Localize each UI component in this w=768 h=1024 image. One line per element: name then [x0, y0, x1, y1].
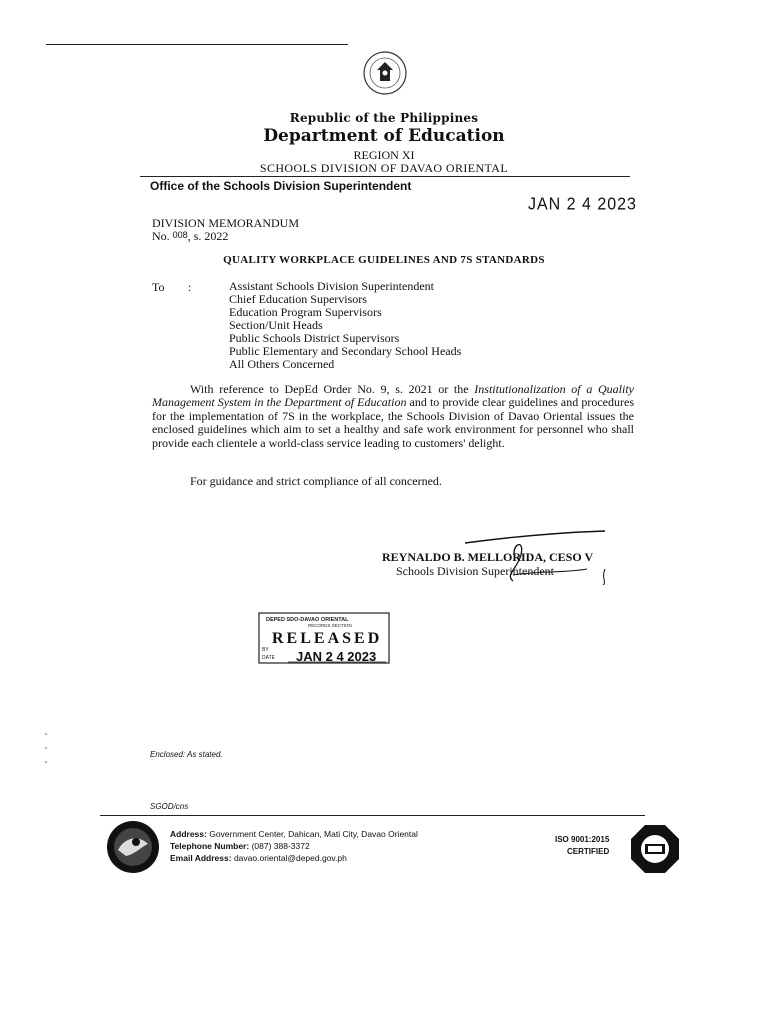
release-stamp-status: RELEASED [272, 630, 383, 647]
release-stamp-date-label: DATE [262, 655, 275, 661]
list-item: Chief Education Supervisors [229, 292, 367, 306]
footer-email [170, 852, 418, 864]
list-item: Section/Unit Heads [229, 318, 323, 332]
header-rule [140, 176, 630, 177]
iso-standard: ISO 9001:2015 [555, 835, 610, 844]
release-stamp-office: DEPED SDO-DAVAO ORIENTAL [266, 617, 349, 623]
email-label: Email Address: [170, 853, 232, 863]
deped-seal-icon [362, 50, 408, 96]
memo-type: DIVISION MEMORANDUM [152, 216, 299, 230]
to-colon: : [188, 280, 192, 294]
enclosure-note: Enclosed: As stated. [150, 750, 223, 759]
top-rule [46, 44, 348, 45]
recipient-list [229, 280, 461, 371]
address-value: Government Center, Dahican, Mati City, Davao Oriental [209, 829, 418, 839]
division-heading: SCHOOLS DIVISION OF DAVAO ORIENTAL [259, 161, 509, 175]
reference-initials: SGOD/cns [150, 802, 189, 811]
iso-certified: CERTIFIED [567, 847, 610, 856]
memo-series: , s. 2022 [187, 229, 229, 243]
release-stamp-section: RECORDS SECTION [308, 623, 352, 628]
republic-heading: Republic of the Philippines [289, 111, 479, 125]
release-stamp [258, 612, 390, 664]
phone-value: (087) 388-3372 [251, 841, 310, 851]
body-paragraph [152, 383, 634, 450]
body-text-end: and to provide clear guidelines and procedures for the implementation of 7S in the workplace, the Schools Division of Davao Oriental issues the enclosed guidelines which aim to set a healthy and safe work environment for personnel who shall provide each clientele a world-class service leading to customers' delight. [152, 395, 634, 450]
memo-number-prefix: No. [152, 229, 170, 243]
memo-number-value: 008 [172, 230, 188, 240]
address-label: Address: [170, 829, 207, 839]
list-item: Education Program Supervisors [229, 305, 382, 319]
phone-label: Telephone Number: [170, 841, 250, 851]
footer-address [170, 828, 418, 840]
date-stamp: JAN 2 4 2023 [528, 195, 637, 214]
list-item: All Others Concerned [229, 357, 335, 371]
signatory-name: REYNALDO B. MELLORIDA, CESO V [382, 550, 594, 564]
tuv-certification-icon [630, 824, 680, 874]
closing-line: For guidance and strict compliance of all concerned. [190, 474, 442, 488]
body-text-start: With reference to DepEd Order No. 9, s. 2021 or the [190, 382, 475, 396]
department-heading: Department of Education [263, 126, 505, 146]
list-item: Public Schools District Supervisors [229, 331, 400, 345]
email-value: davao.oriental@deped.gov.ph [233, 853, 347, 863]
scan-marks [44, 730, 48, 770]
release-stamp-by-label: BY [262, 647, 269, 653]
footer-phone [170, 840, 418, 852]
list-item: Assistant Schools Division Superintendent [229, 279, 434, 293]
to-label: To [152, 280, 165, 294]
region-heading: REGION XI [353, 148, 415, 162]
body-text-italic: Institutionalization of a Quality Management System in the Department of Education [152, 382, 635, 410]
release-stamp-date: JAN 2 4 2023 [296, 649, 377, 664]
signatory-title: Schools Division Superintendent [396, 564, 554, 578]
footer-rule [100, 815, 645, 816]
iso-certification [555, 834, 609, 858]
list-item: Public Elementary and Secondary School Heads [229, 344, 462, 358]
footer-contact [170, 828, 418, 864]
division-seal-icon [106, 820, 160, 874]
memo-subject: QUALITY WORKPLACE GUIDELINES AND 7S STANDARDS [223, 254, 545, 266]
office-heading: Office of the Schools Division Superintendent [150, 179, 412, 193]
memo-number [152, 229, 228, 244]
